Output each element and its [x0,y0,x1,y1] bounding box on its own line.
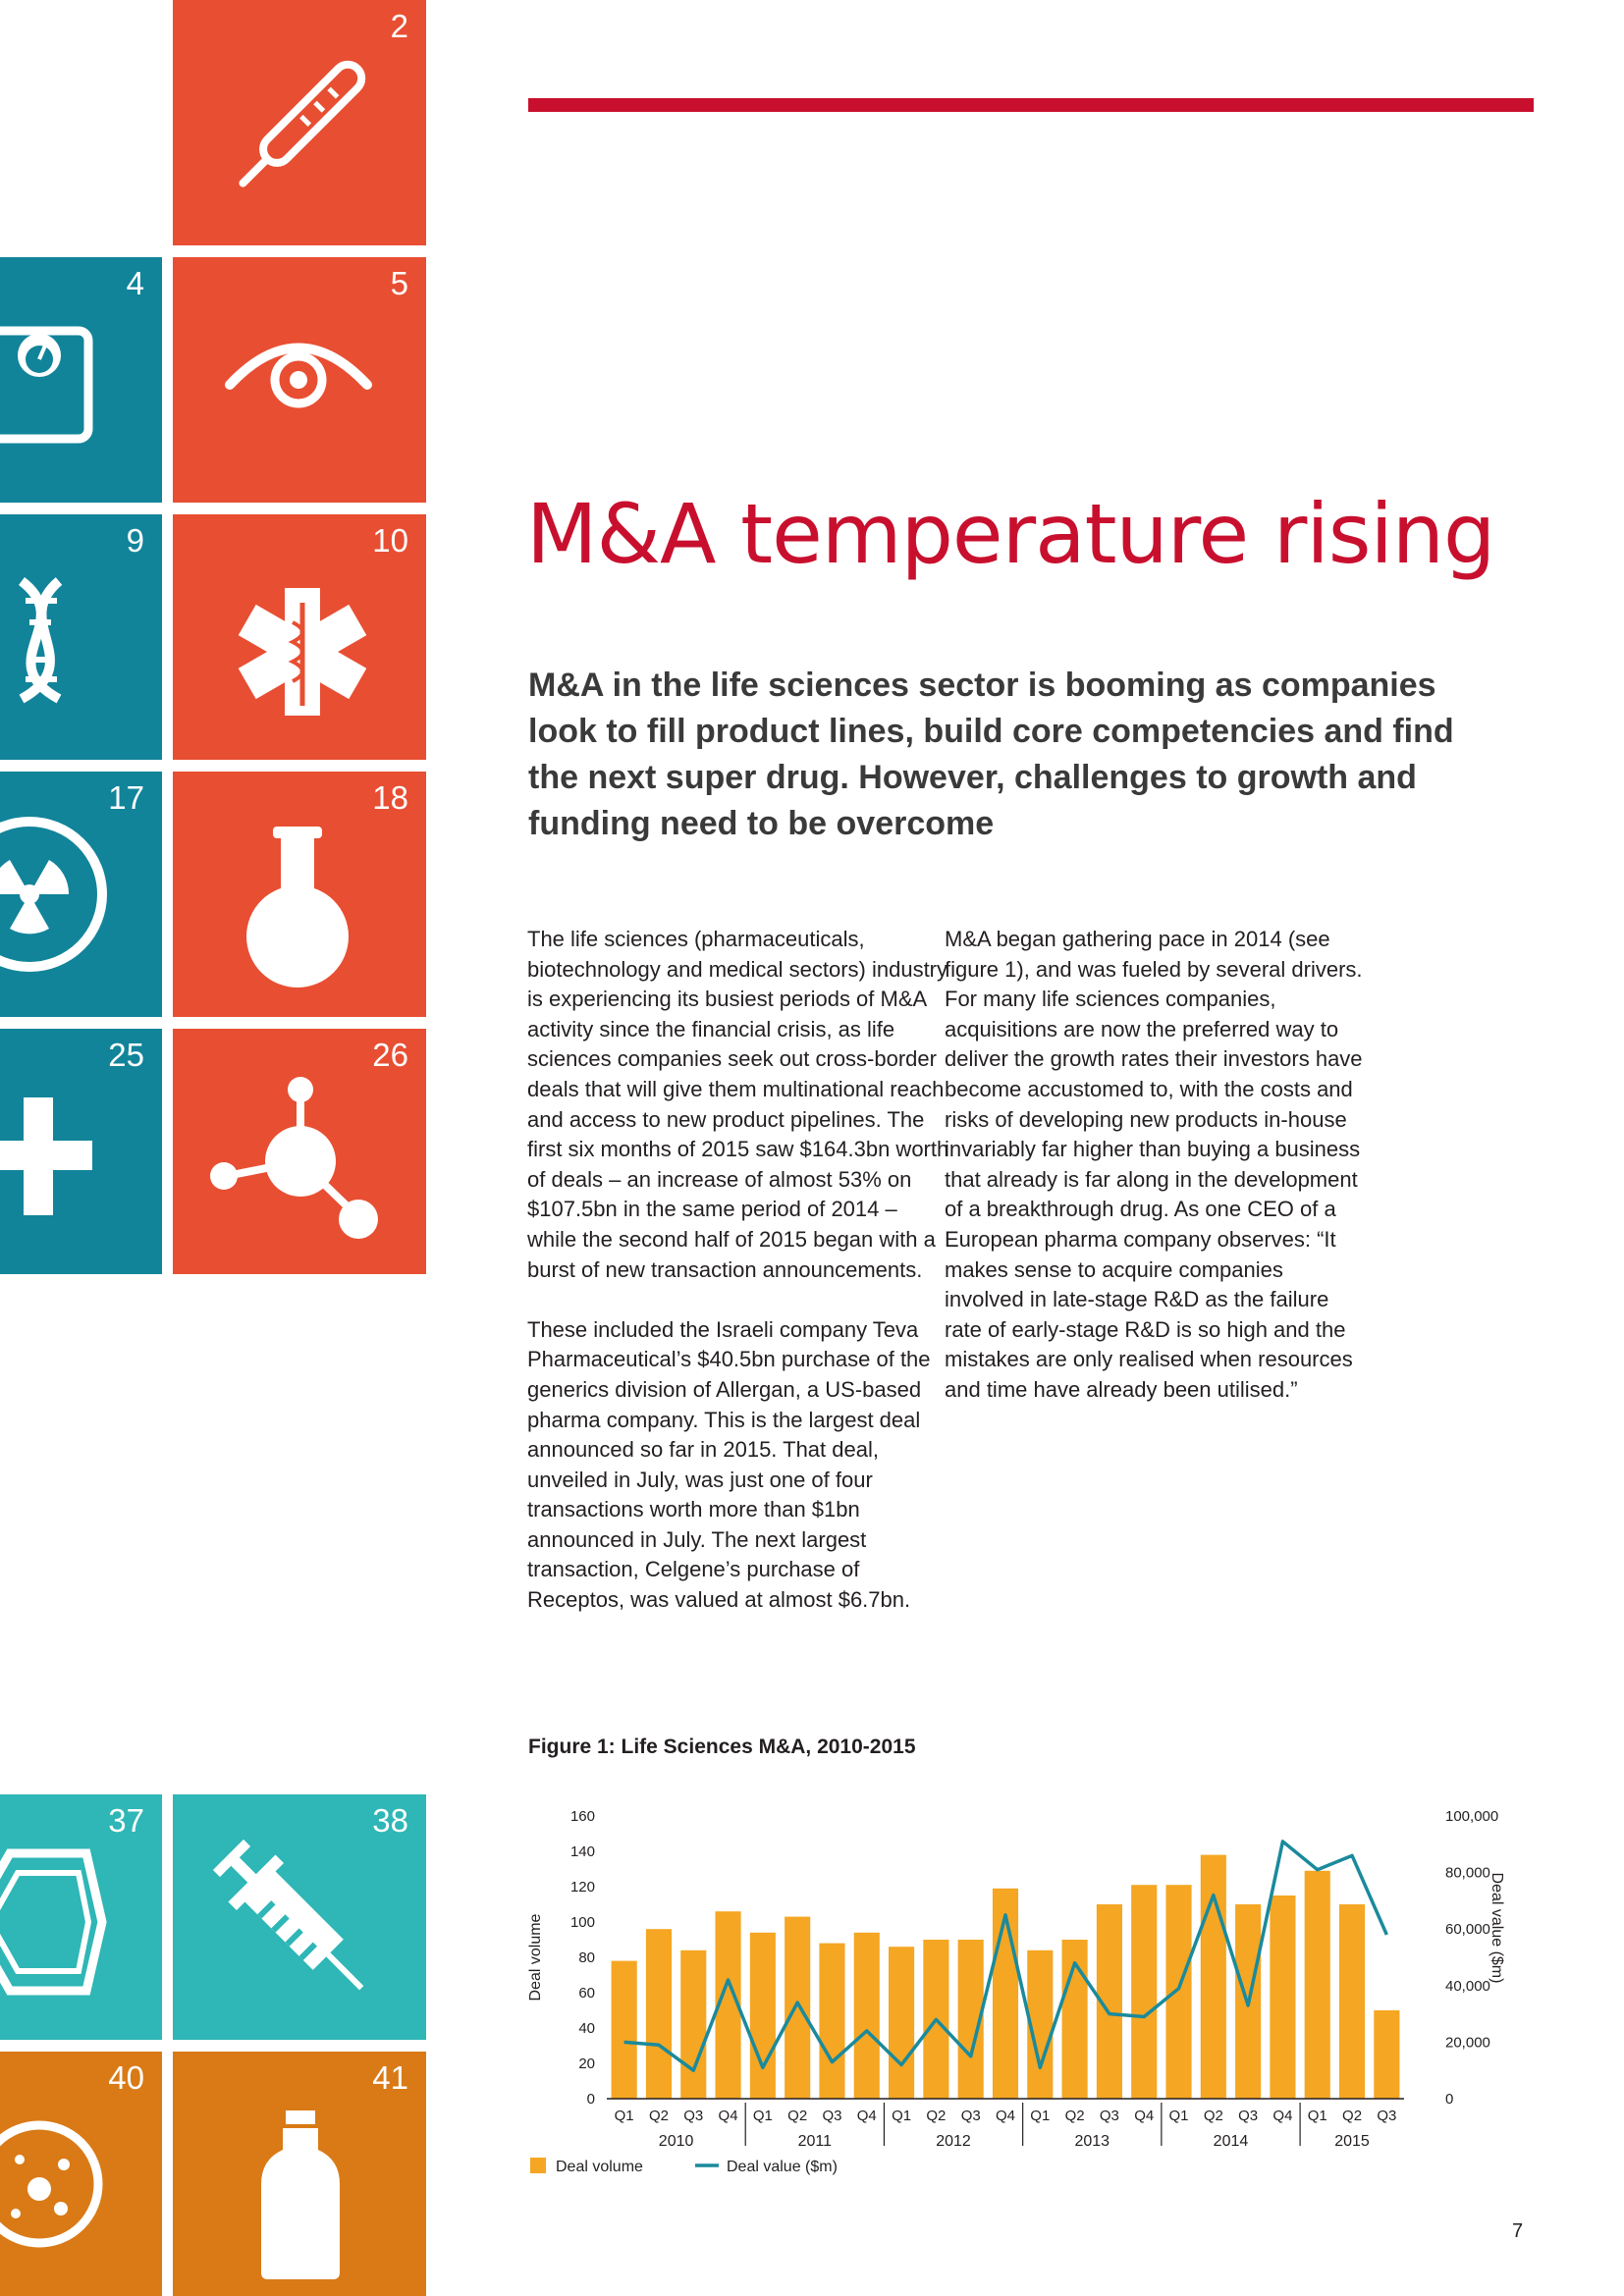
bar [1339,1904,1365,2099]
tile-26 [173,1029,426,1274]
y2-tick-label: 20,000 [1445,2034,1490,2052]
star-of-life-icon [173,514,426,760]
dna-icon [0,514,162,760]
bar [889,1947,914,2099]
tile-number: 18 [372,779,408,816]
tile-9 [0,514,162,760]
body-paragraph: M&A began gathering pace in 2014 (see figure 1), and was fueled by several drivers. For many life sciences companies, acquisitions are now the preferred way to deliver the growth rates their investors have become accustomed to, with the costs and risks of developing new products in-house invariably far higher than buying a business that already is far along in the development of a breakthrough drug. As one CEO of a European pharma company observes: “It makes sense to acquire companies involved in late-stage R&D as the failure rate of early-stage R&D is so high and the mistakes are only realised when resources and time have already been utilised.” [945,927,1363,1402]
x-tick-label: Q4 [718,2108,738,2124]
y-tick-label: 120 [569,1879,595,1896]
tile-10 [173,514,426,760]
y2-tick-label: 80,000 [1445,1864,1490,1882]
bar [819,1944,844,2099]
body-column-left [527,925,949,1645]
y2-axis-label: Deal value ($m) [1489,1872,1505,1984]
x-tick-label: Q1 [1030,2108,1051,2124]
tile-25 [0,1029,162,1274]
tile-4 [0,257,162,503]
flask-icon [173,772,426,1017]
year-label: 2014 [1213,2133,1249,2150]
ma-chart [511,1777,1512,2189]
x-tick-label: Q4 [1272,2108,1293,2124]
scale-icon [0,257,162,503]
bar [1270,1896,1295,2099]
x-tick-label: Q2 [1203,2108,1223,2124]
tile-number: 5 [390,265,408,301]
year-label: 2011 [797,2133,833,2150]
tile-38 [173,1794,426,2040]
bar [785,1917,810,2099]
tile-18 [173,772,426,1017]
tile-number: 40 [108,2059,144,2096]
y2-tick-label: 100,000 [1445,1808,1499,1825]
tile-41 [173,2052,426,2296]
tile-number: 26 [372,1037,408,1073]
y-tick-label: 20 [578,2056,595,2072]
legend-label: Deal value ($m) [727,2159,838,2175]
radiation-icon [0,772,162,1017]
y2-tick-label: 0 [1445,2091,1454,2108]
hexagon-icon [0,1794,162,2040]
tile-40 [0,2052,162,2296]
y-axis-label: Deal volume [527,1913,544,2002]
bar [1165,1885,1191,2099]
page-number: 7 [1512,2220,1524,2242]
tile-5 [173,257,426,503]
eye-icon [173,257,426,503]
y-tick-label: 100 [569,1914,595,1931]
tile-number: 37 [108,1802,144,1839]
tile-number: 9 [126,522,144,559]
x-tick-label: Q4 [1134,2108,1155,2124]
bar [1305,1871,1330,2099]
x-tick-label: Q2 [1342,2108,1363,2124]
x-tick-label: Q1 [892,2108,912,2124]
y-tick-label: 40 [578,2020,595,2037]
bar [680,1950,706,2099]
body-column-right [945,925,1367,1435]
bar [1374,2010,1399,2099]
x-tick-label: Q3 [1099,2108,1119,2124]
figure-title: Figure 1: Life Sciences M&A, 2010-2015 [528,1735,916,1758]
bar [646,1929,672,2099]
x-tick-label: Q3 [960,2108,981,2124]
legend-swatch-volume [530,2158,546,2173]
bottle-icon [173,2052,426,2296]
x-tick-label: Q1 [1168,2108,1189,2124]
x-tick-label: Q4 [856,2108,877,2124]
x-tick-label: Q4 [995,2108,1016,2124]
tile-number: 25 [108,1037,144,1073]
y2-tick-label: 40,000 [1445,1977,1490,1995]
x-tick-label: Q2 [926,2108,947,2124]
tile-number: 4 [126,265,144,301]
bar [750,1933,776,2099]
tile-number: 17 [108,779,144,816]
syringe-icon [173,1794,426,2040]
legend-label: Deal volume [556,2159,643,2175]
thermometer-icon [173,0,426,245]
tile-17 [0,772,162,1017]
cross-icon [0,1029,162,1274]
x-tick-label: Q1 [1307,2108,1327,2124]
bar [612,1961,637,2099]
x-tick-label: Q1 [752,2108,773,2124]
bar [854,1933,880,2099]
x-tick-label: Q2 [648,2108,669,2124]
x-tick-label: Q2 [787,2108,808,2124]
x-tick-label: Q1 [614,2108,634,2124]
y-tick-label: 80 [578,1949,595,1966]
body-paragraph: These included the Israeli company Teva Pharmaceutical’s $40.5bn purchase of the generics division of Allergan, a US-based pharma company. This is the largest deal announced so far in 2015. That deal, unveiled in July, was just one of four transactions worth more than $1bn announced in July. The next largest transaction, Celgene’s purchase of Receptos, was valued at almost $6.7bn. [527,1316,931,1613]
top-rule [528,98,1534,112]
y-tick-label: 160 [569,1808,595,1825]
page-title: M&A temperature rising [526,486,1495,582]
x-tick-label: Q3 [822,2108,842,2124]
x-tick-label: Q3 [1238,2108,1259,2124]
y2-tick-label: 60,000 [1445,1921,1490,1939]
bar [1201,1855,1226,2099]
tile-37 [0,1794,162,2040]
x-tick-label: Q3 [683,2108,704,2124]
y-tick-label: 0 [586,2091,595,2108]
tile-2 [173,0,426,245]
year-label: 2010 [658,2133,694,2150]
year-label: 2015 [1334,2133,1370,2150]
tile-number: 41 [372,2059,408,2096]
tile-number: 2 [390,8,408,44]
y-tick-label: 140 [569,1843,595,1860]
year-label: 2013 [1074,2133,1110,2150]
year-label: 2012 [936,2133,971,2150]
tile-number: 10 [372,522,408,559]
bar [1131,1885,1157,2099]
molecule-icon [173,1029,426,1274]
x-tick-label: Q3 [1377,2108,1397,2124]
intro-paragraph: M&A in the life sciences sector is booming as companies look to fill product lines, build core competencies and find the next super drug. However, challenges to growth and funding need to be overcome [528,667,1454,842]
tile-number: 38 [372,1802,408,1839]
x-tick-label: Q2 [1064,2108,1085,2124]
petri-dish-icon [0,2052,162,2296]
y-tick-label: 60 [578,1985,595,2002]
body-paragraph: The life sciences (pharmaceuticals, biotechnology and medical sectors) industry is experiencing its busiest periods of M&A activity since the financial crisis, as life sciences companies seek out cross-border deals that will give them multinational reach and access to new product pipelines. The first six months of 2015 saw $164.3bn worth of deals – an increase of almost 53% on $107.5bn in the same period of 2014 – while the second half of 2015 began with a burst of new transaction announcements. [527,927,949,1282]
